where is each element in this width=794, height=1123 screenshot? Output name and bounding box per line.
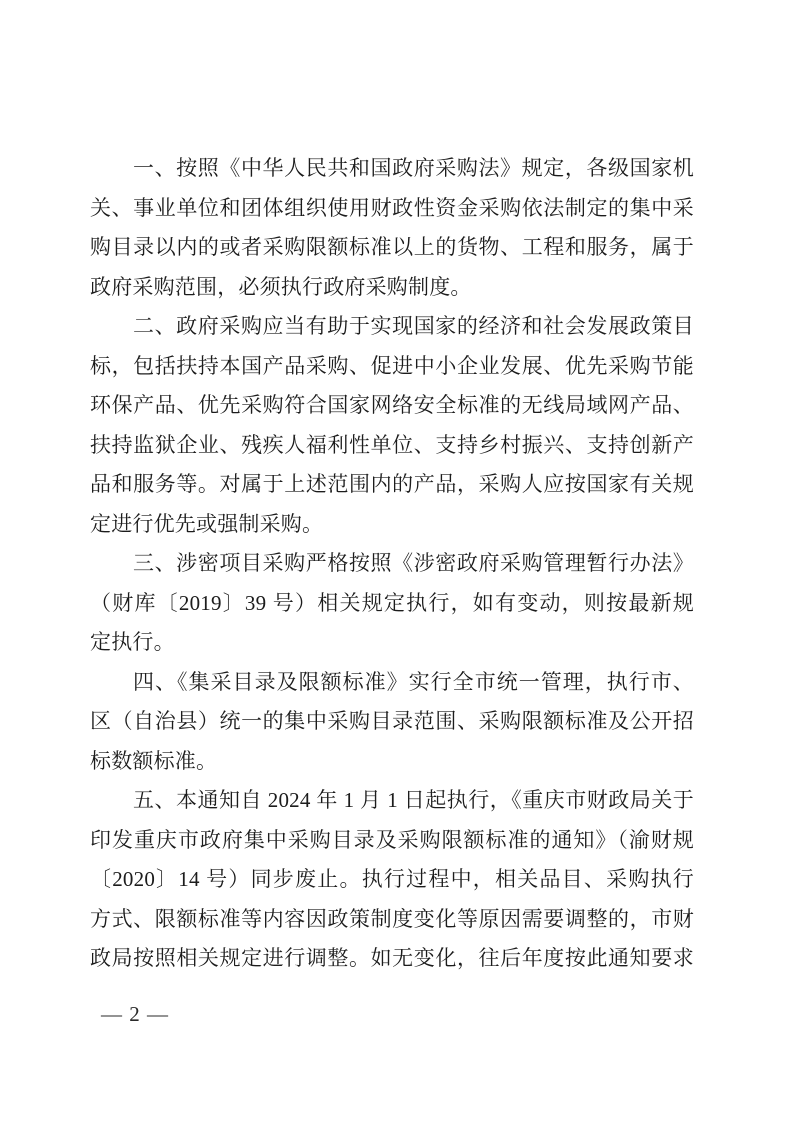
text-line: 环保产品、优先采购符合国家网络安全标准的无线局域网产品、 bbox=[90, 393, 694, 417]
document-body bbox=[90, 149, 694, 979]
text-line: 政府采购范围，必须执行政府采购制度。 bbox=[90, 274, 472, 299]
text-line: 区（自治县）统一的集中采购目录范围、采购限额标准及公开招 bbox=[90, 709, 694, 733]
text-line: 定进行优先或强制采购。 bbox=[90, 511, 324, 536]
text-line: 五、本通知自 2024 年 1 月 1 日起执行，《重庆市财政局关于 bbox=[133, 788, 694, 812]
page-number: — 2 — bbox=[101, 1002, 169, 1026]
text-line: 四、《集采目录及限额标准》实行全市统一管理，执行市、 bbox=[133, 669, 694, 694]
text-line: （财库〔2019〕39 号）相关规定执行，如有变动，则按最新规 bbox=[90, 590, 694, 615]
paragraph bbox=[90, 149, 694, 307]
paragraph bbox=[90, 307, 694, 544]
text-line: 扶持监狱企业、残疾人福利性单位、支持乡村振兴、支持创新产 bbox=[90, 432, 694, 457]
text-line: 一、按照《中华人民共和国政府采购法》规定，各级国家机 bbox=[133, 156, 694, 180]
text-line: 定执行。 bbox=[90, 630, 175, 654]
text-line: 二、政府采购应当有助于实现国家的经济和社会发展政策目 bbox=[133, 314, 694, 338]
paragraph bbox=[90, 781, 694, 979]
text-line: 〔2020〕14 号）同步废止。执行过程中，相关品目、采购执行 bbox=[90, 867, 694, 891]
text-line: 购目录以内的或者采购限额标准以上的货物、工程和服务，属于 bbox=[90, 235, 694, 259]
paragraph bbox=[90, 663, 694, 782]
text-line: 三、涉密项目采购严格按照《涉密政府采购管理暂行办法》 bbox=[133, 551, 694, 575]
page-footer bbox=[101, 1000, 169, 1028]
text-line: 品和服务等。对属于上述范围内的产品，采购人应按国家有关规 bbox=[90, 472, 694, 496]
paragraph bbox=[90, 544, 694, 663]
text-line: 关、事业单位和团体组织使用财政性资金采购依法制定的集中采 bbox=[90, 195, 694, 220]
text-line: 标，包括扶持本国产品采购、促进中小企业发展、优先采购节能 bbox=[90, 353, 694, 378]
text-line: 方式、限额标准等内容因政策制度变化等原因需要调整的，市财 bbox=[90, 906, 694, 931]
text-line: 政局按照相关规定进行调整。如无变化，往后年度按此通知要求 bbox=[90, 946, 694, 970]
text-line: 印发重庆市政府集中采购目录及采购限额标准的通知》（渝财规 bbox=[90, 827, 694, 852]
text-line: 标数额标准。 bbox=[90, 748, 218, 773]
